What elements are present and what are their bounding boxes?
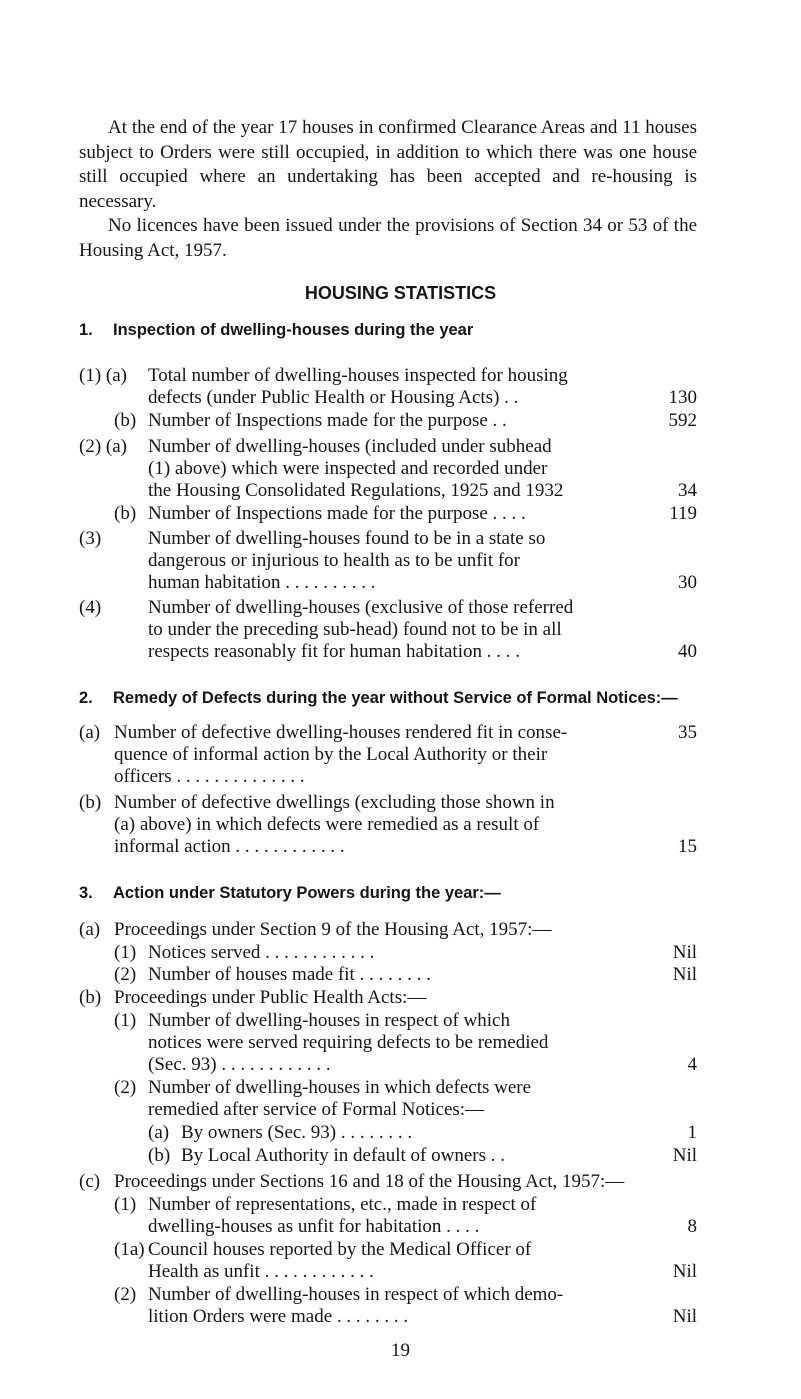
item-value: 30 (678, 572, 697, 593)
item-label: (1a) (114, 1239, 145, 1260)
item-text-line: Number of houses made fit . . . . . . . . (148, 964, 431, 985)
item-text-line: Notices served . . . . . . . . . . . . (148, 942, 375, 963)
item-value: 119 (669, 503, 697, 524)
item-label: (2) (114, 1284, 137, 1305)
page-heading: HOUSING STATISTICS (304, 283, 497, 303)
item-label: (1) (114, 942, 137, 963)
item-text-line: By owners (Sec. 93) . . . . . . . . (181, 1122, 413, 1143)
item-value: 15 (678, 836, 697, 857)
item-label: (b) (114, 410, 137, 431)
item-text-line: respects reasonably fit for human habitation . . . . (148, 641, 520, 662)
item-label: (b) (148, 1145, 171, 1166)
item-text-line: human habitation . . . . . . . . . . (148, 572, 376, 593)
item-label: (c) (79, 1171, 101, 1192)
item-text-line: Number of Inspections made for the purpose . . . . (148, 503, 526, 524)
section-title: Inspection of dwelling-houses during the year (113, 321, 474, 339)
item-value: Nil (672, 964, 697, 985)
item-text-line: lition Orders were made . . . . . . . . (148, 1306, 409, 1327)
section-1-heading (79, 319, 473, 341)
item-text-line: Number of dwelling-houses in which defects were (148, 1077, 532, 1098)
intro-paragraph-1: At the end of the year 17 houses in confirmed Clearance Areas and 11 houses subject to Orders were still occupied, in addition to which there was one house still occupied where an undertaking has been accepted and re-housing is necessary. (79, 117, 697, 212)
item-text-line: Total number of dwelling-houses inspected for housing (148, 365, 568, 386)
item-value: 40 (678, 641, 697, 662)
item-label: (4) (79, 597, 102, 618)
item-text-line: Proceedings under Sections 16 and 18 of the Housing Act, 1957:— (114, 1171, 625, 1192)
item-text-line: remedied after service of Formal Notices:— (148, 1099, 485, 1120)
item-text-line: Number of dwelling-houses found to be in a state so (148, 528, 546, 549)
item-label: (2) (114, 1077, 137, 1098)
item-value: Nil (672, 1261, 697, 1282)
item-label: (1) (a) (79, 365, 127, 386)
item-text-line: Number of dwelling-houses in respect of which demo- (148, 1284, 564, 1305)
item-value: 1 (687, 1122, 697, 1143)
item-value: 35 (678, 722, 697, 743)
section-number: 3. (79, 884, 93, 902)
item-label: (b) (79, 792, 102, 813)
item-value: 4 (687, 1054, 697, 1075)
item-text-line: dwelling-houses as unfit for habitation . . . . (148, 1216, 480, 1237)
item-label: (1) (114, 1194, 137, 1215)
intro-paragraph-2: No licences have been issued under the provisions of Section 34 or 53 of the Housing Act, 1957. (79, 215, 697, 261)
page-number: 19 (391, 1340, 410, 1361)
section-3-heading (79, 882, 501, 904)
item-text-line: informal action . . . . . . . . . . . . (114, 836, 345, 857)
item-label: (a) (79, 919, 101, 940)
item-text-line: Proceedings under Section 9 of the Housing Act, 1957:— (114, 919, 552, 940)
item-text-line: (Sec. 93) . . . . . . . . . . . . (148, 1054, 331, 1075)
item-text-line: officers . . . . . . . . . . . . . . (114, 766, 305, 787)
item-label: (a) (79, 722, 101, 743)
section-number: 2. (79, 689, 93, 707)
item-label: (2) (a) (79, 436, 127, 457)
item-text-line: Council houses reported by the Medical Officer of (148, 1239, 532, 1260)
item-text-line: dangerous or injurious to health as to be unfit for (148, 550, 521, 571)
item-text-line: Number of Inspections made for the purpose . . (148, 410, 507, 431)
item-value: 130 (668, 387, 697, 408)
item-text-line: Number of representations, etc., made in respect of (148, 1194, 537, 1215)
item-text-line: Number of defective dwellings (excluding those shown in (114, 792, 555, 813)
item-value: 34 (678, 480, 697, 501)
item-text-line: Number of dwelling-houses (exclusive of those referred (148, 597, 574, 618)
item-text-line: (a) above) in which defects were remedied as a result of (114, 814, 540, 835)
item-text-line: quence of informal action by the Local Authority or their (114, 744, 548, 765)
item-value: Nil (672, 942, 697, 963)
item-text-line: Number of dwelling-houses (included under subhead (148, 436, 552, 457)
section-2-heading (79, 687, 678, 709)
section-number: 1. (79, 321, 93, 339)
item-value: Nil (672, 1145, 697, 1166)
item-text-line: Number of dwelling-houses in respect of which (148, 1010, 510, 1031)
item-text-line: (1) above) which were inspected and recorded under (148, 458, 548, 479)
item-text-line: to under the preceding sub-head) found not to be in all (148, 619, 562, 640)
section-title: Remedy of Defects during the year without Service of Formal Notices:— (113, 689, 678, 707)
item-text-line: By Local Authority in default of owners . . (181, 1145, 505, 1166)
item-text-line: the Housing Consolidated Regulations, 1925 and 1932 (148, 480, 564, 501)
item-label: (3) (79, 528, 102, 549)
section-title: Action under Statutory Powers during the year:— (113, 884, 501, 902)
item-label: (b) (79, 987, 102, 1008)
item-text-line: Number of defective dwelling-houses rendered fit in conse- (114, 722, 568, 743)
item-value: 8 (687, 1216, 697, 1237)
item-value: 592 (668, 410, 697, 431)
item-text-line: Health as unfit . . . . . . . . . . . . (148, 1261, 374, 1282)
item-text-line: Proceedings under Public Health Acts:— (114, 987, 427, 1008)
item-label: (2) (114, 964, 137, 985)
item-label: (1) (114, 1010, 137, 1031)
item-text-line: notices were served requiring defects to be remedied (148, 1032, 549, 1053)
item-label: (b) (114, 503, 137, 524)
item-text-line: defects (under Public Health or Housing Acts) . . (148, 387, 519, 408)
item-label: (a) (148, 1122, 170, 1143)
item-value: Nil (672, 1306, 697, 1327)
